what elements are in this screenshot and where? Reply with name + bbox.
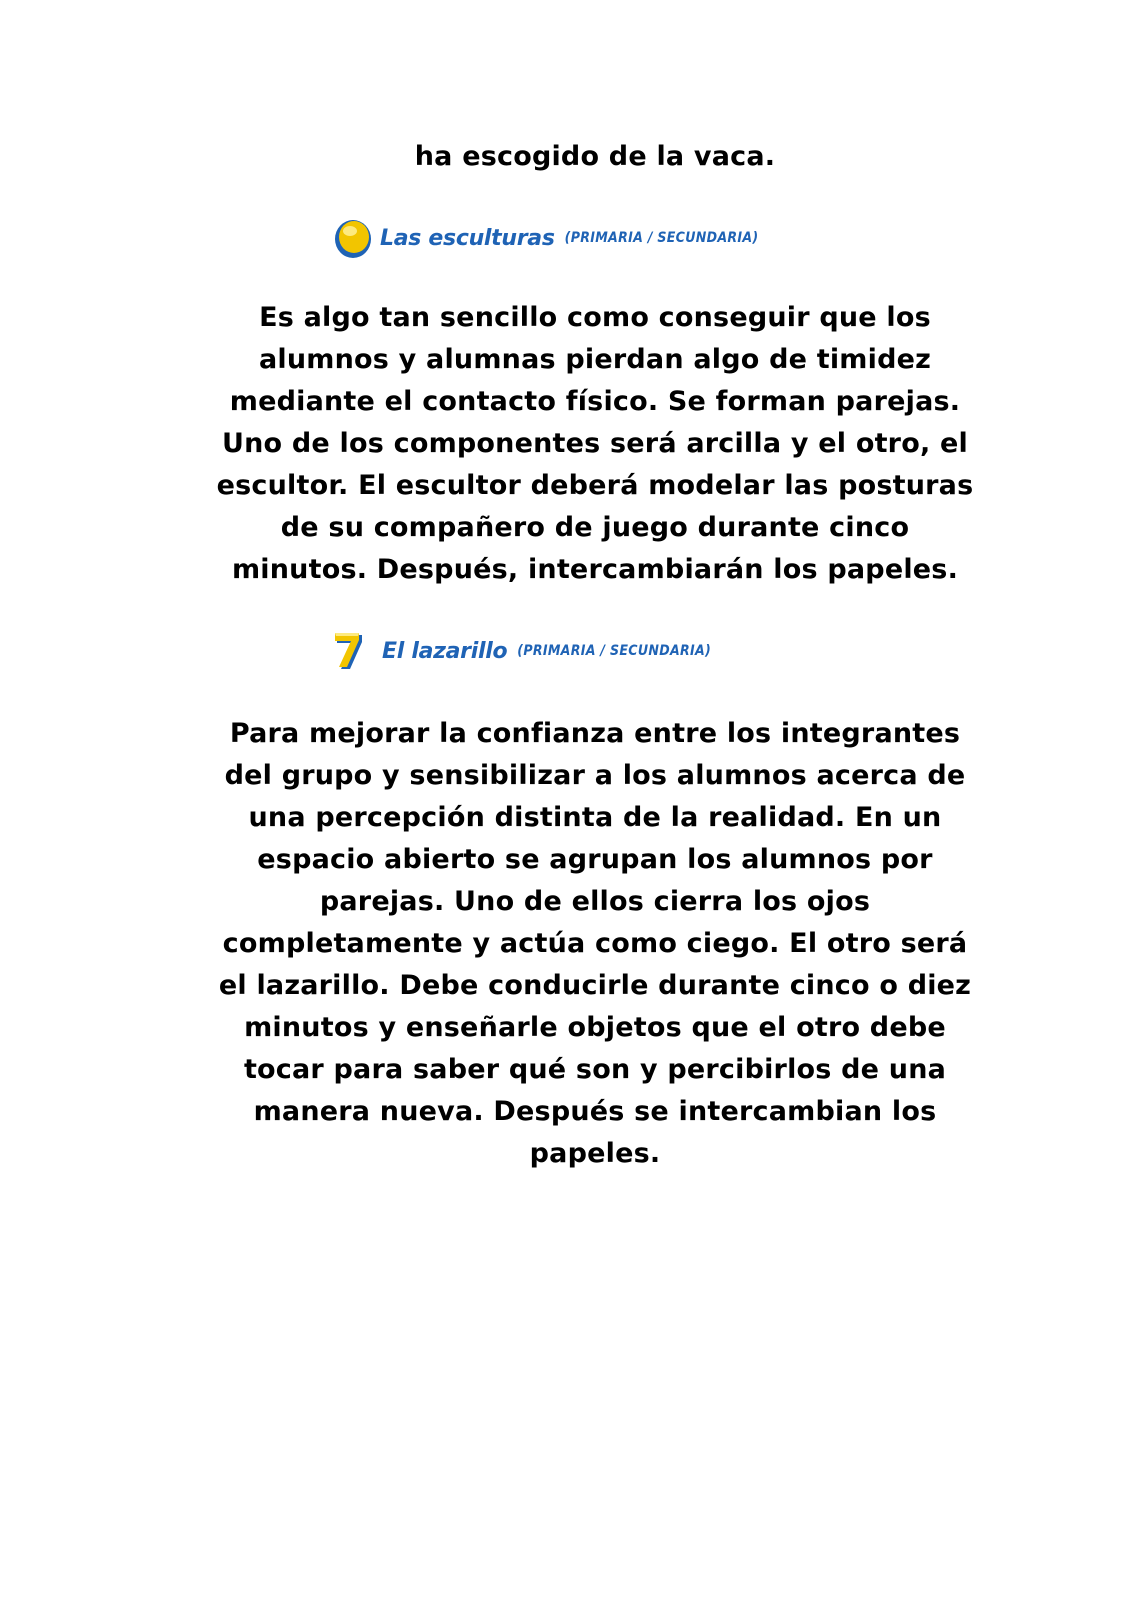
activity-title-7: El lazarillo — [382, 638, 508, 664]
number-6-icon — [332, 216, 374, 260]
activity-description-7: Para mejorar la confianza entre los integrantes del grupo y sensibilizar a los alumnos acerca de una percepción distinta de la realidad. En un espacio abierto se agrupan los alumnos por parejas. Uno de ellos cierra los ojos completamente y actúa como ciego. El otro será el lazarillo. Debe conducirle durante cinco o diez minutos y enseñarle objetos que el otro debe tocar para saber qué son y percibirlos de una manera nueva. Después se intercambian los papeles. — [218, 718, 972, 1169]
activity-title-6: Las esculturas — [380, 225, 555, 251]
number-7-icon — [334, 629, 376, 673]
activity-description-6: Es algo tan sencillo como conseguir que los alumnos y alumnas pierdan algo de timidez mediante el contacto físico. Se forman parejas. Uno de los componentes será arcilla y el otro, el escultor. El escultor deberá modelar las posturas de su compañero de juego durante cinco minutos. Después, intercambiarán los papeles. — [216, 302, 974, 585]
activity-heading-7 — [334, 623, 711, 679]
activity-tag-7: (PRIMARIA / SECUNDARIA) — [517, 643, 712, 659]
intro-line: ha escogido de la vaca. — [414, 141, 776, 172]
activity-heading-6 — [332, 210, 759, 266]
activity-tag-6: (PRIMARIA / SECUNDARIA) — [564, 230, 759, 246]
